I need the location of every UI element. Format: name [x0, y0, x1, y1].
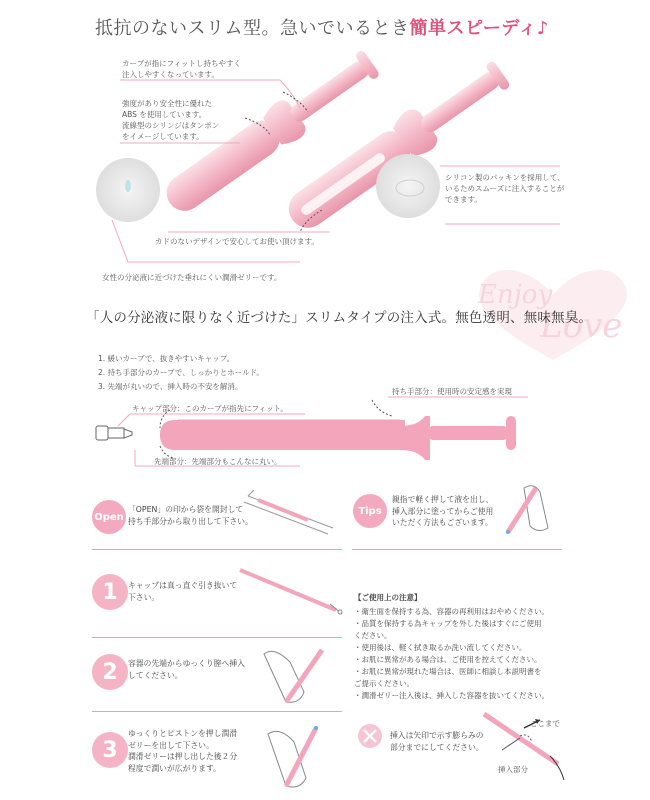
hand-pressing-illustration	[500, 478, 560, 538]
step-number: 3	[92, 732, 128, 768]
applicator-illustration	[0, 0, 650, 300]
watermark-line1: Enjoy	[478, 280, 553, 310]
feature-item: 3. 先端が丸いので、挿入時の不安を解消。	[98, 382, 243, 391]
note-item: ・潤滑ゼリー注入後は、挿入した容器を抜いてください。	[354, 691, 549, 700]
step1-text: キャップは真っ直ぐ引き抜いて 下さい。	[128, 581, 238, 602]
step-number: 2	[92, 654, 128, 690]
applicator-diagram	[0, 380, 650, 480]
cap-illustration	[96, 426, 132, 440]
push-piston-illustration	[262, 720, 342, 798]
note-item: ・使用後は、軽く拭き取るか洗い流してください。	[354, 643, 527, 652]
insert-hand-illustration	[260, 642, 340, 712]
callout-curve: カーブが指にフィットし持ちやすく 注入しやすくなっています。	[122, 59, 242, 79]
note-item: ・品質を保持する為キャップを外した後はすぐにご使用 ください。	[354, 619, 542, 640]
usage-notes	[354, 592, 549, 702]
open-badge: Open	[92, 500, 126, 534]
step3-text: ゆっくりとピストンを押し潤滑 ゼリーを出して下さい。 潤滑ゼリーは押し出した後２分 程度で潤いが広がります。	[128, 729, 238, 773]
label-insert-part: 挿入部分	[498, 765, 528, 774]
step-divider	[352, 549, 562, 550]
label-kokomade: ここまで	[530, 719, 560, 728]
open-text: 「OPEN」の印から袋を開封して 持ち手部分から取り出して下さい。	[128, 505, 253, 526]
pull-cap-illustration	[236, 560, 346, 620]
step2-text: 容器の先端からゆっくり膣へ挿入 してください。	[128, 659, 245, 680]
label-grip: 持ち手部分：使用時の安定感を実現	[392, 387, 512, 396]
tips-text: 親指で軽く押して液を出し、 挿入部分に塗ってからご使用 いただく方法もございます。	[392, 495, 494, 527]
label-cap: キャップ部分：このカーブが指先にフィット。	[132, 404, 288, 413]
notes-title: 【ご使用上の注意】	[354, 593, 422, 602]
callout-gel: 女性の分泌液に近づけた垂れにくい潤滑ゼリーです。	[102, 273, 282, 282]
callout-silicone: シリコン製のパッキンを採用して、 いるためスムーズに注入することが できます。	[445, 173, 565, 204]
label-tip: 先端部分：先端部分もこんなに丸い。	[154, 457, 282, 466]
package-open-illustration	[238, 488, 338, 538]
note-item: ・衛生面を保持する為、容器の再利用はおやめください。	[354, 607, 549, 616]
step-divider	[92, 711, 342, 712]
silicone-packing-image	[376, 154, 440, 218]
watermark-line2: Love	[540, 306, 623, 346]
step-number: 1	[92, 574, 128, 610]
callout-abs: 強度があり安全性に優れた ABS を使用しています。 流線型のシリンジはタンポン をイメージしています。	[122, 99, 220, 141]
note-item: ・お肌に異常が現れた場合は、医師に相談し本説明書を ご提示ください。	[354, 667, 542, 688]
note-item: ・お肌に異常がある場合は、ご使用を控えてください。	[354, 655, 542, 664]
section2-headline: 「人の分泌液に限りなく近づけた」スリムタイプの注入式。無色透明、無味無臭。	[86, 310, 593, 326]
insert-text: 挿入は矢印で示す膨らみの 部分までにしてください。	[390, 731, 484, 752]
tips-badge: Tips	[353, 494, 387, 528]
step-divider	[92, 549, 342, 550]
step-divider	[92, 637, 342, 638]
title-emphasis: 簡単スピーディ♪	[409, 18, 549, 39]
feature-item: 1. 緩いカーブで、抜きやすいキャップ。	[98, 354, 235, 363]
callout-no-edge: カドのないデザインで安心してお使い頂けます。	[155, 237, 319, 246]
title-prefix: 抵抗のないスリム型。急いでいるとき	[95, 18, 410, 39]
no-insert-icon	[356, 722, 384, 750]
feature-item: 2. 持ち手部分のカーブで、しっかりとホールド。	[98, 368, 264, 377]
